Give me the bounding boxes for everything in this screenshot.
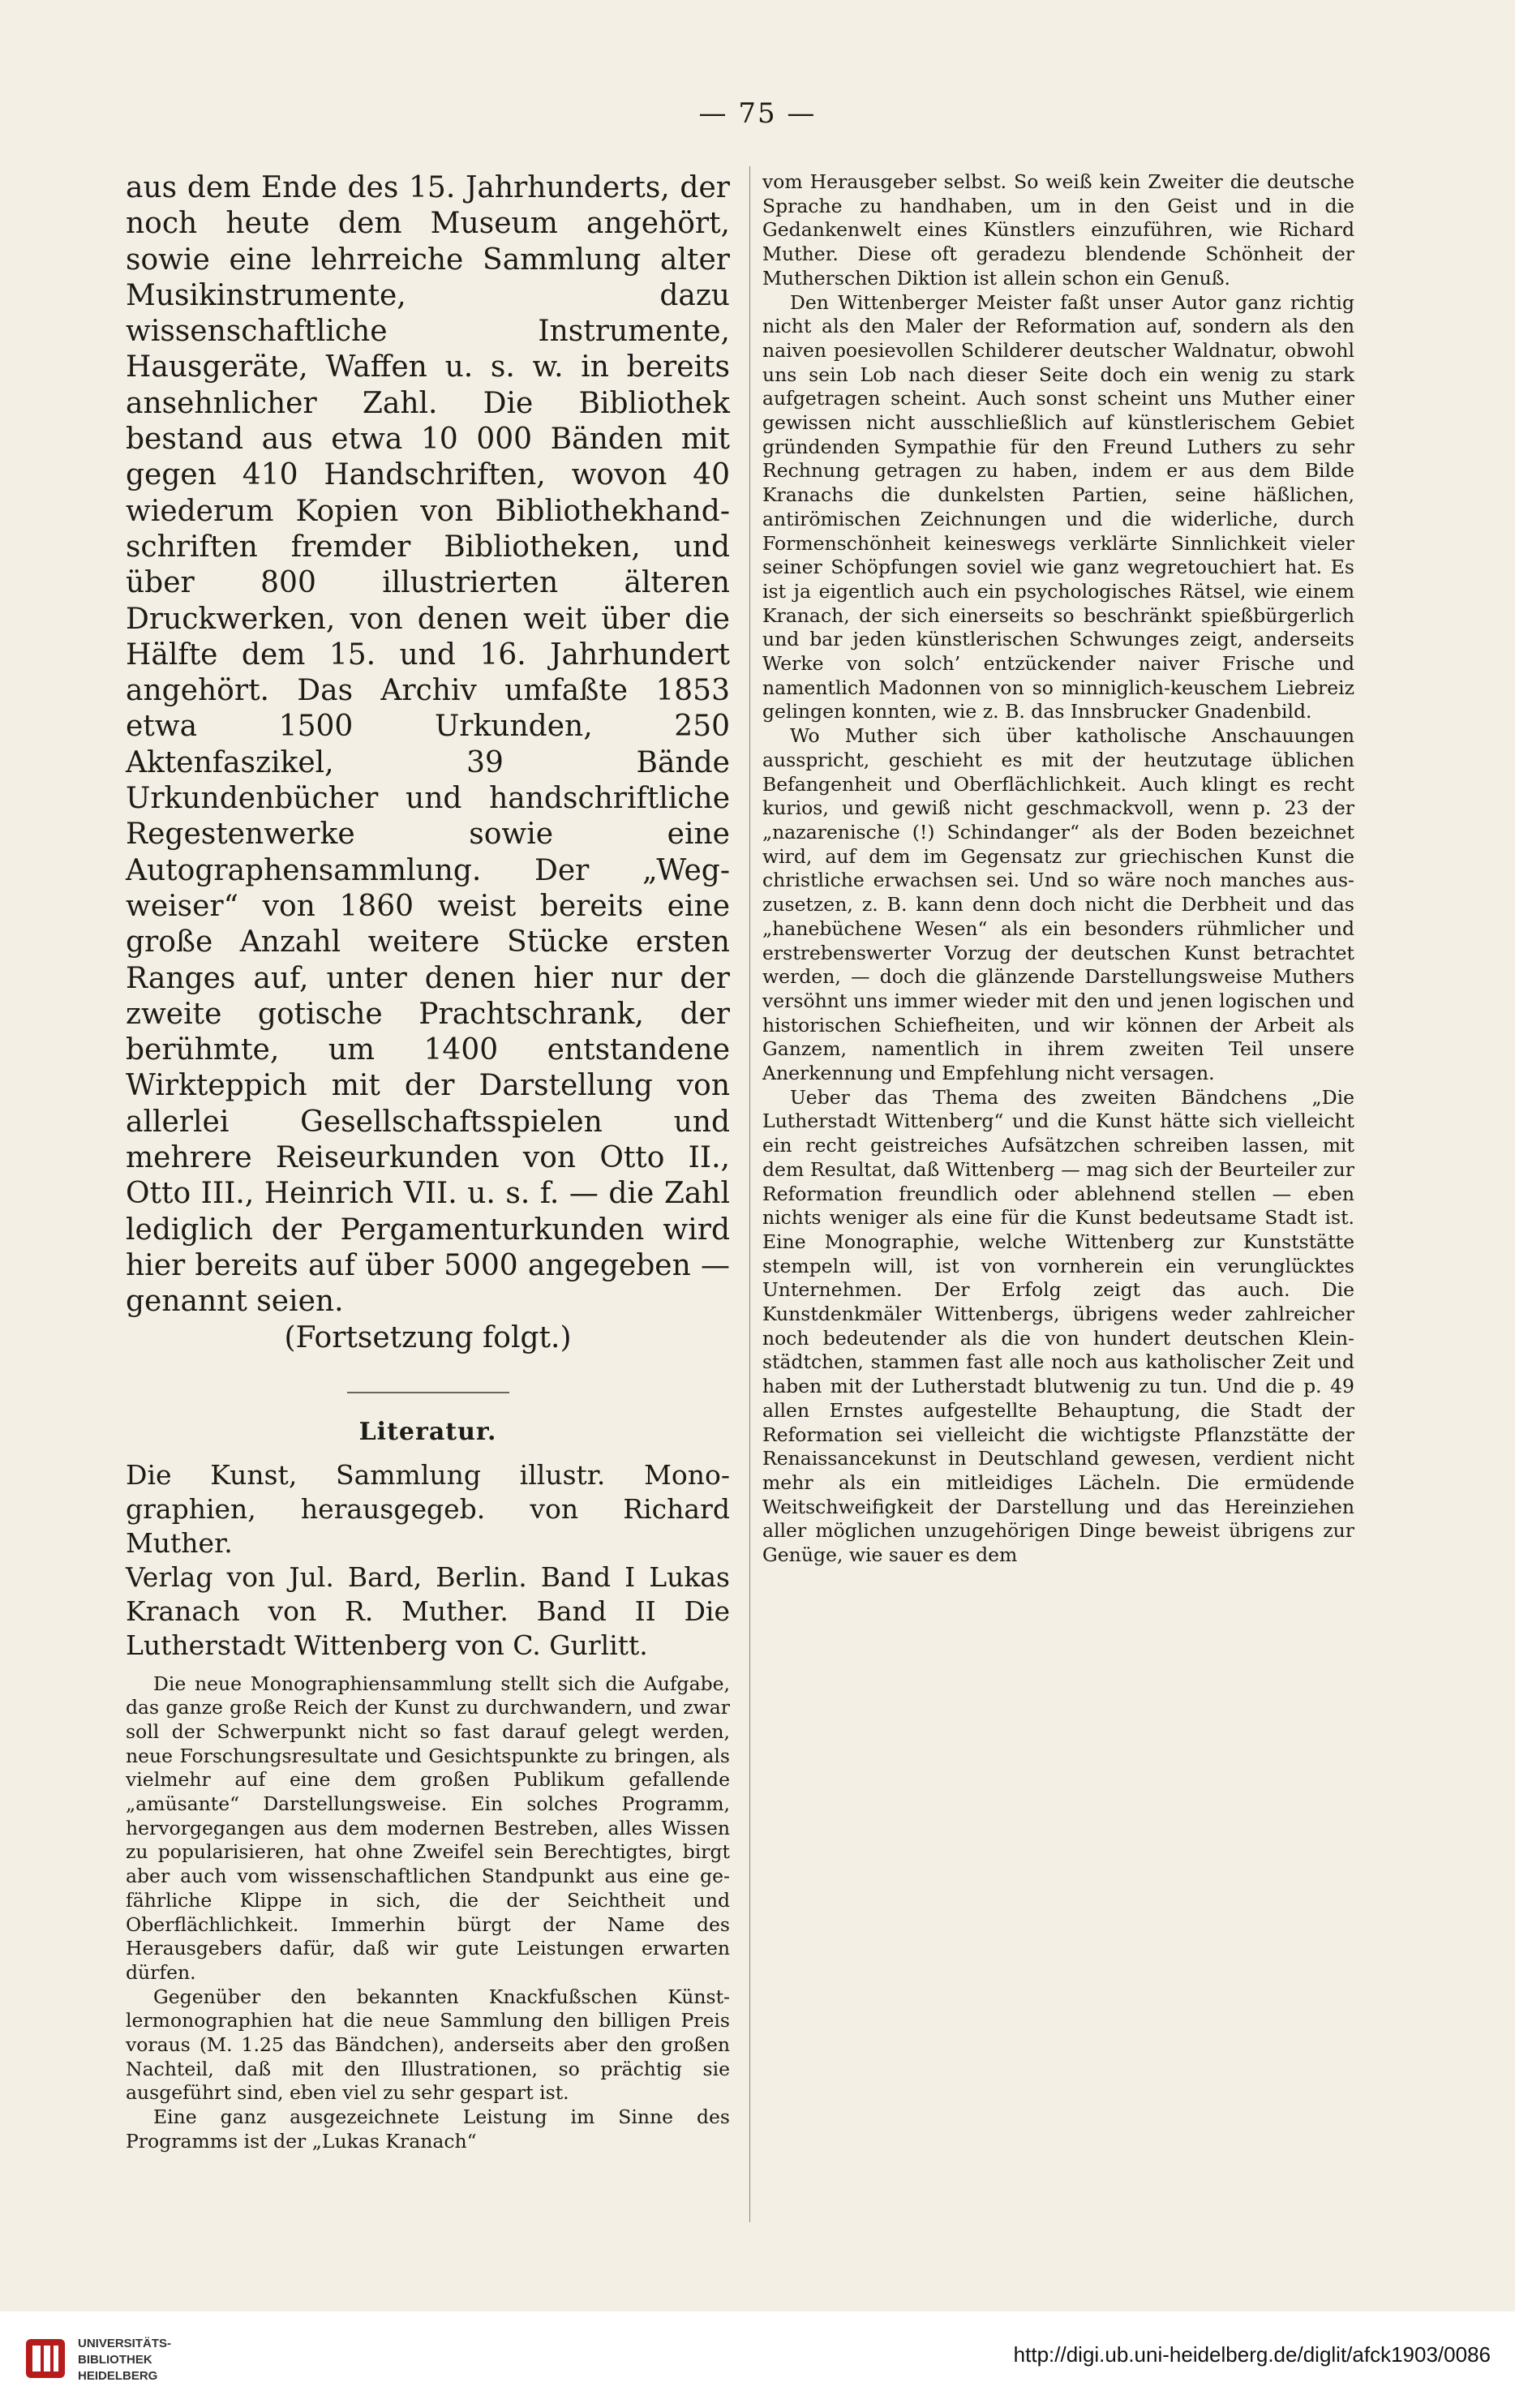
review-title: Die Kunst, Sammlung illustr. Monographien, herausgegeb. von Richard Muther. [126, 1458, 730, 1559]
main-text: aus dem Ende des 15. Jahrhunderts, der noch heute dem Museum angehört, sowie eine lehrreiche Sammlung alter Musikinstrumente, dazu wissenschaftliche Instrumente, Hausgeräte, Waffen u. s. w. in bereits ansehnlicher Zahl. Die Bibliothek bestand aus etwa 10 000 Bänden mit gegen 410 Handschriften, wovon 40 wiederum Kopien von Bibliothekhandschriften fremder Bibliotheken, und über 800 illustrierten älteren Druckwerken, von denen weit über die Hälfte dem 15. und 16. Jahrhundert angehört. Das Archiv umfaßte 1853 etwa 1500 Urkunden, 250 Aktenfaszikel, 39 Bände Urkundenbücher und handschriftliche Regestenwerke sowie eine Autographensammlung. Der „Wegweiser“ von 1860 weist bereits eine große Anzahl weitere Stücke ersten Ranges auf, unter denen hier nur der zweite gotische Prachtschrank, der berühmte, um 1400 entstandene Wirkteppich mit der Darstellung von allerlei Gesellschaftsspielen und mehrere Reiseurkunden von Otto II., Otto III., Heinrich VII. u. s. f. — die Zahl lediglich der Pergamenturkunden wird hier bereits auf über 5000 angegeben — genannt seien. [126, 171, 730, 1319]
page-number: — 75 — [698, 97, 817, 130]
section-heading: Literatur. [358, 1417, 497, 1446]
continuation-note: (Fortsetzung folgt.) [284, 1320, 572, 1354]
column-divider [749, 166, 750, 2222]
review-paragraph: Eine ganz ausgezeichnete Leistung im Sinne des Programms ist der „Lukas Kranach“ [126, 2105, 730, 2153]
right-column [762, 170, 1354, 1568]
section-rule [347, 1392, 509, 1393]
source-url-link[interactable]: http://digi.ub.uni-heidelberg.de/diglit/afck1903/0086 [1013, 2342, 1491, 2367]
left-column [126, 170, 730, 2154]
review-paragraph: Wo Muther sich über katholische Anschauungen ausspricht, geschieht es mit der heutzutage üblichen Befangenheit und Oberflächlichkeit. Auch klingt es recht kurios, und gewiß nicht geschmackvoll, wenn p. 23 der „nazarenische (!) Schindanger“ als der Boden bezeichnet wird, auf dem im Gegensatz zur griechischen Kunst die christliche erwachsen sei. Und so wäre noch manches auszusetzen, z. B. kann denn doch nicht die Derbheit und das „hanebüchene Wesen“ als ein besonders rühmlicher und erstrebenswerter Vorzug der deutschen Kunst betrachtet werden, — doch die glänzende Darstellungsweise Muthers versöhnt uns immer wieder mit den und jenen logischen und historischen Schiefheiten, und wir können der Arbeit als Ganzem, namentlich in ihrem zweiten Teil unsere Anerkennung und Empfehlung nicht versagen. [762, 724, 1354, 1085]
review-publisher: Verlag von Jul. Bard, Berlin. Band I Lukas Kranach von R. Muther. Band II Die Lutherstadt Wittenberg von C. Gurlitt. [126, 1560, 730, 1661]
review-paragraph: Ueber das Thema des zweiten Bändchens „Die Lutherstadt Wittenberg“ und die Kunst hätte sich vielleicht ein recht geistreiches Aufsätzchen schreiben lassen, mit dem Resultat, daß Wittenberg — mag sich der Beurteiler zur Reformation freundlich oder ablehnend stellen — eben nichts weniger als eine für die Kunst bedeutsame Stadt ist. Eine Monographie, welche Wittenberg zur Kunststätte stempeln will, ist von vornherein ein verunglücktes Unternehmen. Der Erfolg zeigt das auch. Die Kunstdenkmäler Wittenbergs, übrigens weder zahlreicher noch bedeutender als die von hundert deutschen Kleinstädtchen, stammen fast alle noch aus katholischer Zeit und haben mit der Lutherstadt blutwenig zu tun. Und die p. 49 allen Ernstes aufgestellte Behauptung, die Stadt der Reformation sei vielleicht die wichtigste Pflanzstätte der Renaissancekunst in Deutschland gewesen, verdient nicht mehr als ein mitleidiges Lächeln. Die ermüdende Weitschweifigkeit der Darstellung und das Hereinziehen aller möglichen unzugehörigen Dinge beweist übrigens zur Genüge, wie sauer es dem [762, 1085, 1354, 1567]
review-paragraph: vom Herausgeber selbst. So weiß kein Zweiter die deutsche Sprache zu handhaben, um in den Geist und in die Gedankenwelt eines Künstlers einzuführen, wie Richard Muther. Diese oft geradezu blendende Schönheit der Mutherschen Diktion ist allein schon ein Genuß. [762, 170, 1354, 290]
library-name: UNIVERSITÄTS- BIBLIOTHEK HEIDELBERG [78, 2337, 172, 2383]
review-paragraph: Gegenüber den bekannten Knackfußschen Künstlermonographien hat die neue Sammlung den billigen Preis voraus (M. 1.25 das Bändchen), anderseits aber den großen Nachteil, daß mit den Illustrationen, so prächtig sie ausgeführt sind, eben viel zu sehr gespart ist. [126, 1985, 730, 2105]
review-paragraph: Die neue Monographiensammlung stellt sich die Aufgabe, das ganze große Reich der Kunst zu durchwandern, und zwar soll der Schwerpunkt nicht so fast darauf gelegt werden, neue Forschungsresultate und Gesichtspunkte zu bringen, als vielmehr auf eine dem großen Publikum gefallende „amüsante“ Darstellungsweise. Ein solches Programm, hervorgegangen aus dem modernen Bestreben, alles Wissen zu popularisieren, hat ohne Zweifel sein Berechtigtes, birgt aber auch vom wissenschaftlichen Standpunkt aus eine gefährliche Klippe in sich, die der Seichtheit und Oberflächlichkeit. Immerhin bürgt der Name des Herausgebers dafür, daß wir gute Leistungen erwarten dürfen. [126, 1672, 730, 1984]
review-paragraph: Den Wittenberger Meister faßt unser Autor ganz richtig nicht als den Maler der Reformation auf, sondern als den naiven poesievollen Schilderer deutscher Waldnatur, obwohl uns sein Lob nach dieser Seite doch ein wenig zu stark aufgetragen scheint. Auch sonst scheint uns Muther einer gewissen nicht ausschließlich auf künstlerischem Gebiet gründenden Sympathie für den Freund Luthers zu sehr Rechnung getragen zu haben, indem er aus dem Bilde Kranachs die dunkelsten Partien, seine häßlichen, antirömischen Zeichnungen und die widerliche, durch Formenschönheit keineswegs verklärte Sinnlichkeit vieler seiner Schöpfungen soviel wie ganz wegretouchiert hat. Es ist ja eigentlich auch ein psychologisches Rätsel, wie einem Kranach, der sich einerseits so beschränkt spießbürgerlich und bar jeden künstlerischen Schwunges zeigt, anderseits Werke von solch’ entzückender naiver Frische und namentlich Madonnen von so minniglich-keuschem Liebreiz gelingen konnten, wie z. B. das Innsbrucker Gnadenbild. [762, 290, 1354, 723]
library-logo-icon [23, 2334, 68, 2386]
